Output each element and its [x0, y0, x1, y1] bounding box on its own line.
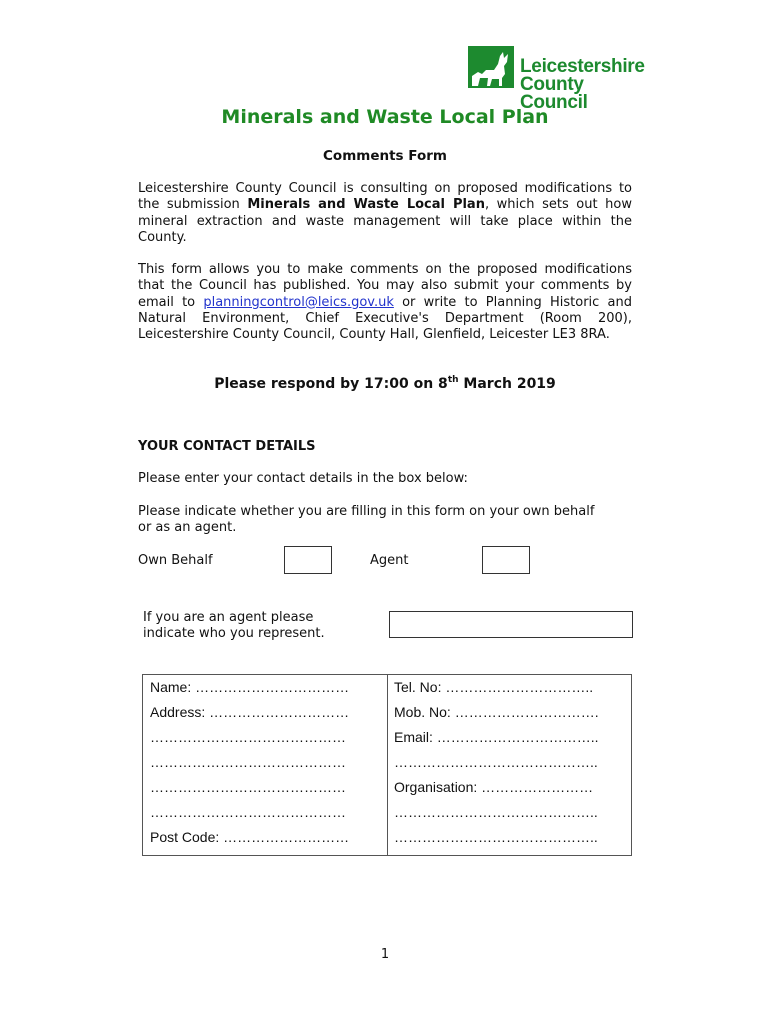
page-title: Minerals and Waste Local Plan [221, 106, 549, 128]
mob-field[interactable]: Mob. No: …………………………. [394, 704, 599, 720]
address-field[interactable]: Address: ………………………… [150, 704, 350, 720]
deadline-notice [0, 375, 770, 392]
own-behalf-checkbox[interactable] [284, 546, 332, 574]
address-line-3[interactable]: …………………………………… [150, 754, 346, 770]
logo-wordmark [520, 58, 653, 112]
deadline-text-2: March 2019 [458, 376, 556, 392]
plan-name: Minerals and Waste Local Plan [247, 197, 485, 213]
intro-text-1: Leicestershire County Council is consulting on proposed modifications to the submission [138, 181, 632, 213]
organisation-field[interactable]: Organisation: …………………… [394, 779, 594, 795]
table-divider [387, 675, 388, 855]
logo-line-2: County Council [520, 74, 588, 113]
own-behalf-label: Own Behalf [138, 553, 213, 568]
instructions-text-1: This form allows you to make comments on the proposed modifications that the Council has published. You may also submit your comments by email to [138, 262, 632, 310]
email-field[interactable]: Email: …………………………….. [394, 729, 599, 745]
fox-emblem-icon [468, 46, 514, 94]
council-logo [468, 46, 653, 113]
instructions-paragraph [138, 262, 632, 343]
agent-represent-field[interactable] [389, 611, 633, 638]
name-field[interactable]: Name: …………………………… [150, 679, 350, 695]
intro-text-2: , which sets out how mineral extraction and waste management will take place within the County. [138, 197, 632, 245]
address-line-2[interactable]: …………………………………… [150, 729, 346, 745]
organisation-line-3[interactable]: …………………………………….. [394, 829, 598, 845]
tel-field[interactable]: Tel. No: ………………………….. [394, 679, 594, 695]
agent-label: Agent [370, 553, 409, 568]
agent-represent-label: If you are an agent please indicate who you represent. [143, 610, 325, 642]
form-subtitle: Comments Form [323, 148, 447, 164]
agent-checkbox[interactable] [482, 546, 530, 574]
address-line-5[interactable]: …………………………………… [150, 804, 346, 820]
contact-details-table [142, 674, 632, 856]
organisation-line-2[interactable]: …………………………………….. [394, 804, 598, 820]
logo-line-1: Leicestershire [520, 56, 645, 77]
deadline-text-1: Please respond by 17:00 on 8 [214, 376, 448, 392]
contact-details-heading: YOUR CONTACT DETAILS [138, 439, 316, 454]
intro-paragraph [138, 181, 632, 246]
email-line-2[interactable]: …………………………………….. [394, 754, 598, 770]
deadline-sup: th [447, 375, 459, 385]
address-line-4[interactable]: …………………………………… [150, 779, 346, 795]
enter-details-text: Please enter your contact details in the box below: [138, 471, 468, 486]
page-number: 1 [380, 947, 390, 962]
post-code-field[interactable]: Post Code: ……………………… [150, 829, 350, 845]
instructions-text-2: or write to Planning Historic and Natural Environment, Chief Executive's Department (Room 200), Leicestershire County Council, County Hall, Glenfield, Leicester LE3 8RA. [138, 294, 632, 343]
indicate-behalf-text: Please indicate whether you are filling in this form on your own behalf or as an agent. [138, 504, 595, 536]
email-link[interactable]: planningcontrol@leics.gov.uk [203, 294, 394, 310]
